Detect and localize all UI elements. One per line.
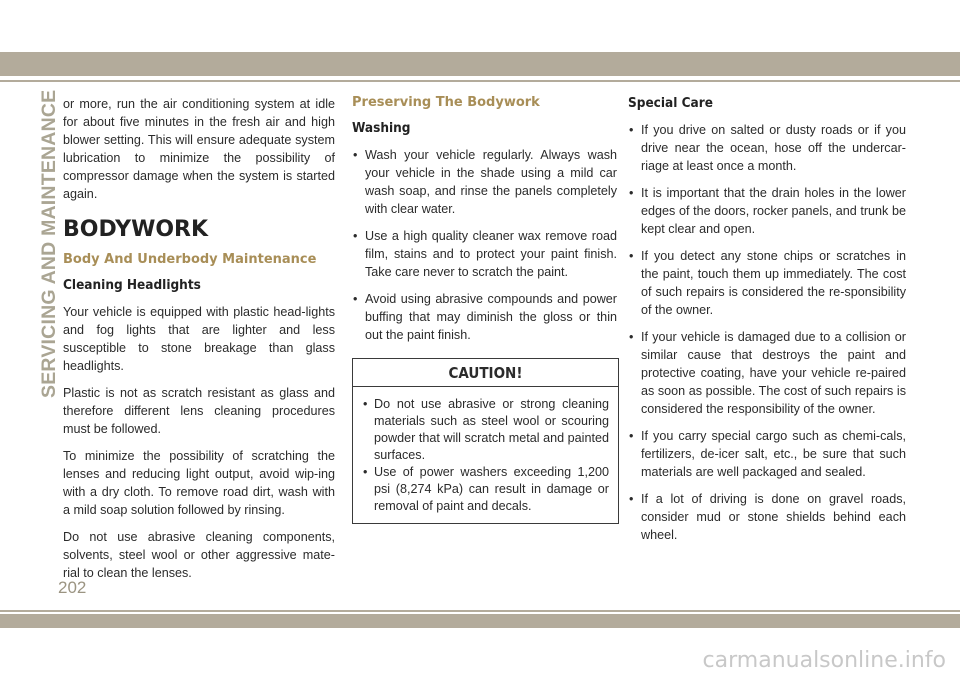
footer-rule bbox=[0, 610, 960, 612]
list-item: • Wash your vehicle regularly. Always wash your vehicle in the shade using a mild car wash soap, and rinse the panels completely with clear water. bbox=[352, 146, 617, 218]
section-title: BODYWORK bbox=[63, 217, 209, 242]
list-item: • If your vehicle is damaged due to a collision or similar cause that destroys the paint and protective coating, have your vehicle re-paired as soon as possible. The cost of such repairs is considered the responsibility of the owner. bbox=[628, 328, 906, 418]
paragraph: To minimize the possibility of scratching the lenses and reducing light output, avoid wip-ing with a dry cloth. To remove road dirt, wash with a mild soap solution followed by rinsing. bbox=[63, 449, 335, 517]
column-right bbox=[628, 95, 906, 553]
intro-paragraph: or more, run the air conditioning system at idle for about five minutes in the fresh air and high blower setting. This will ensure adequate system lubrication to minimize the possibility of compressor damage when the system is started again. bbox=[63, 97, 335, 201]
column-left bbox=[63, 95, 335, 591]
paragraph: Your vehicle is equipped with plastic head-lights and fog lights that are lighter and less susceptible to stone breakage than glass headlights. bbox=[63, 305, 335, 373]
caution-box bbox=[352, 358, 619, 524]
special-care-list bbox=[628, 121, 906, 544]
chapter-side-title: SERVICING AND MAINTENANCE bbox=[38, 89, 60, 398]
list-item: • Avoid using abrasive compounds and power buffing that may diminish the gloss or thin out the paint finish. bbox=[352, 290, 617, 344]
header-band bbox=[0, 52, 960, 76]
list-item: • Do not use abrasive or strong cleaning materials such as steel wool or scouring powder that will scratch metal and painted surfaces. bbox=[362, 396, 609, 464]
caution-title: CAUTION! bbox=[353, 359, 618, 387]
list-item: • If a lot of driving is done on gravel roads, consider mud or stone shields behind each wheel. bbox=[628, 490, 906, 544]
paragraph: Plastic is not as scratch resistant as glass and therefore different lens cleaning procedures must be followed. bbox=[63, 386, 335, 436]
paragraph: Do not use abrasive cleaning components, solvents, steel wool or other aggressive mate-rial to clean the lenses. bbox=[63, 530, 335, 580]
subsection-title: Body And Underbody Maintenance bbox=[63, 252, 317, 267]
list-item: • If you carry special cargo such as chemi-cals, fertilizers, de-icer salt, etc., be sure that such materials are well packaged and sealed. bbox=[628, 427, 906, 481]
watermark-text: carmanualsonline.info bbox=[702, 648, 946, 673]
heading-special-care: Special Care bbox=[628, 95, 713, 111]
list-item: • It is important that the drain holes in the lower edges of the doors, rocker panels, and trunk be kept clear and open. bbox=[628, 184, 906, 238]
heading-washing: Washing bbox=[352, 120, 411, 136]
header-rule bbox=[0, 80, 960, 82]
list-item: • Use of power washers exceeding 1,200 psi (8,274 kPa) can result in damage or removal of paint and decals. bbox=[362, 464, 609, 515]
footer-band bbox=[0, 614, 960, 628]
washing-list bbox=[352, 146, 617, 344]
subsection-title: Preserving The Bodywork bbox=[352, 95, 540, 110]
list-item: • If you drive on salted or dusty roads or if you drive near the ocean, hose off the undercar-riage at least once a month. bbox=[628, 121, 906, 175]
column-middle bbox=[352, 95, 617, 524]
heading-cleaning-headlights: Cleaning Headlights bbox=[63, 277, 201, 293]
page-number: 202 bbox=[58, 578, 87, 597]
list-item: • Use a high quality cleaner wax remove road film, stains and to protect your paint finish. Take care never to scratch the paint. bbox=[352, 227, 617, 281]
caution-list bbox=[353, 387, 618, 523]
list-item: • If you detect any stone chips or scratches in the paint, touch them up immediately. The cost of such repairs is considered the re-sponsibility of the owner. bbox=[628, 247, 906, 319]
